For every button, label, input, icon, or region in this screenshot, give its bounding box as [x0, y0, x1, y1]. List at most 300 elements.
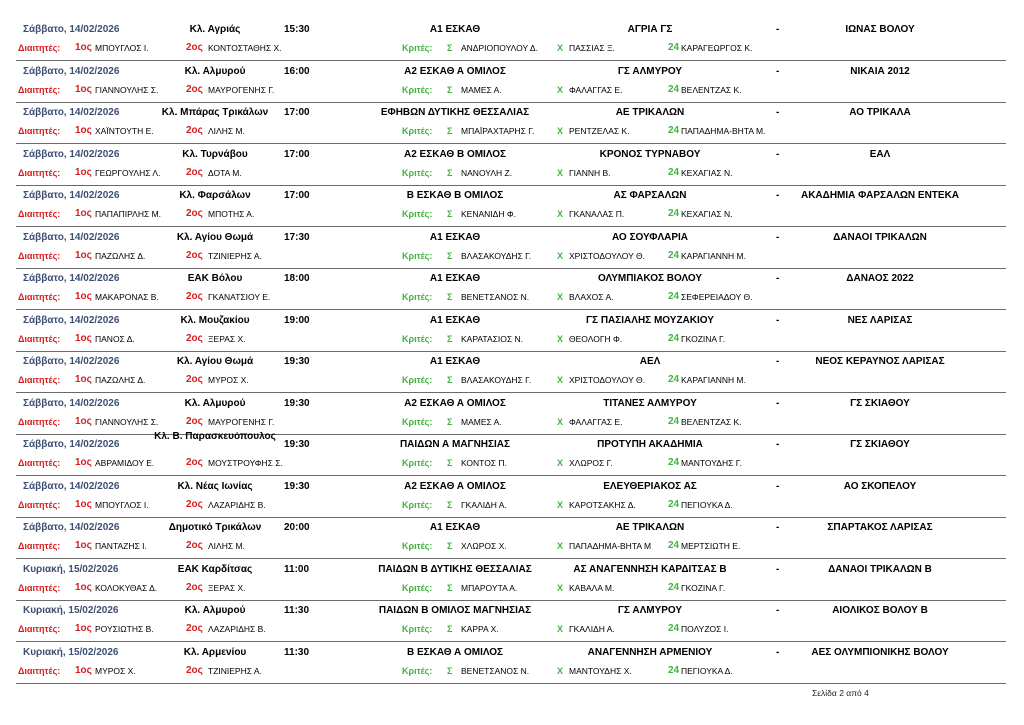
judges-label: Κριτές:: [402, 167, 433, 178]
game-category: ΠΑΙΔΩΝ Α ΜΑΓΝΗΣΙΑΣ: [399, 439, 511, 450]
timer-label: Χ: [557, 167, 564, 178]
timer-judge: ΠΑΣΣΙΑΣ Ξ.: [569, 43, 615, 53]
game-venue: Κλ. Αλμυρού: [184, 65, 246, 77]
game-entry: [0, 230, 1024, 272]
home-team: ΕΛΕΥΘΕΡΙΑΚΟΣ ΑΣ: [603, 480, 697, 492]
referees-label: Διαιτητές:: [18, 43, 61, 53]
first-referee-label: 1ος: [75, 415, 92, 427]
shot-clock-label: 24: [668, 415, 680, 427]
scorer-label: Σ: [447, 416, 453, 427]
game-category: Β ΕΣΚΑΘ Α ΟΜΙΛΟΣ: [406, 646, 504, 658]
vs-dash: -: [776, 314, 780, 326]
vs-dash: -: [776, 190, 780, 201]
game-venue: Κλ. Αγίου Θωμά: [176, 356, 254, 367]
game-entry: [0, 22, 1024, 64]
away-team: ΙΩΝΑΣ ΒΟΛΟΥ: [845, 24, 915, 35]
scorer-judge: ΒΛΑΣΑΚΟΥΔΗΣ Γ.: [461, 375, 532, 385]
home-team: ΑΕ ΤΡΙΚΑΛΩΝ: [615, 522, 685, 533]
row-divider: [16, 475, 1006, 476]
home-team: ΤΙΤΑΝΕΣ ΑΛΜΥΡΟΥ: [603, 397, 697, 409]
home-team: ΑΓΡΙΑ ΓΣ: [627, 24, 673, 35]
timer-label: Χ: [557, 209, 564, 219]
game-entry: [0, 147, 1024, 189]
game-date: Σάββατο, 14/02/2026: [23, 314, 120, 326]
game-venue: Δημοτικό Τρικάλων: [168, 522, 262, 533]
row-divider: [16, 600, 1006, 601]
game-time: 17:00: [284, 190, 310, 201]
first-referee-label: 1ος: [75, 125, 92, 136]
vs-dash: -: [776, 439, 780, 450]
second-referee: ΞΕΡΑΣ Χ.: [208, 582, 246, 593]
scorer-label: Σ: [447, 250, 453, 261]
game-entry: [0, 64, 1024, 106]
timer-label: Χ: [557, 43, 564, 53]
timer-label: Χ: [557, 499, 564, 510]
game-entry: [0, 479, 1024, 521]
second-referee: ΜΠΟΤΗΣ Α.: [208, 209, 255, 219]
first-referee-label: 1ος: [75, 581, 92, 593]
second-referee: ΤΖΙΝΙΕΡΗΣ Α.: [208, 665, 262, 676]
judges-label: Κριτές:: [402, 541, 433, 551]
away-team: ΔΑΝΑΟΙ ΤΡΙΚΑΛΩΝ Β: [828, 563, 932, 575]
first-referee-label: 1ος: [75, 208, 92, 219]
game-date: Σάββατο, 14/02/2026: [23, 480, 120, 492]
second-referee-label: 2ος: [186, 208, 203, 219]
away-team: ΓΣ ΣΚΙΑΘΟΥ: [850, 397, 910, 409]
second-referee-label: 2ος: [186, 540, 203, 551]
game-venue: Κλ. Μουζακίου: [180, 314, 250, 326]
game-time: 17:00: [284, 107, 310, 118]
home-team: ΑΕΛ: [639, 356, 661, 367]
away-team: ΓΣ ΣΚΙΑΘΟΥ: [850, 439, 910, 450]
scorer-label: Σ: [447, 499, 453, 510]
shot-clock-judge: ΜΑΝΤΟΥΔΗΣ Γ.: [681, 458, 742, 468]
timer-judge: ΜΑΝΤΟΥΔΗΣ Χ.: [569, 665, 632, 676]
game-date: Σάββατο, 14/02/2026: [23, 397, 120, 409]
second-referee-label: 2ος: [186, 332, 203, 344]
row-divider: [16, 143, 1006, 144]
first-referee: ΜΠΟΥΓΛΟΣ Ι.: [95, 499, 149, 510]
scorer-judge: ΝΑΝΟΥΛΗ Ζ.: [461, 167, 513, 178]
first-referee-label: 1ος: [75, 291, 92, 302]
game-time: 11:00: [284, 563, 310, 575]
timer-label: Χ: [557, 84, 564, 95]
scorer-label: Σ: [447, 458, 453, 468]
game-entry: [0, 105, 1024, 147]
judges-label: Κριτές:: [402, 84, 433, 95]
timer-judge: ΧΛΩΡΟΣ Γ.: [569, 458, 613, 468]
shot-clock-label: 24: [668, 623, 680, 634]
first-referee: ΚΟΛΟΚΥΘΑΣ Δ.: [95, 582, 158, 593]
judges-label: Κριτές:: [402, 582, 433, 593]
timer-judge: ΘΕΟΛΟΓΗ Φ.: [569, 333, 623, 344]
scorer-label: Σ: [447, 43, 453, 53]
game-entry: [0, 520, 1024, 562]
timer-judge: ΦΑΛΑΓΓΑΣ Ε.: [569, 84, 623, 95]
second-referee: ΜΑΥΡΟΓΕΝΗΣ Γ.: [208, 416, 275, 427]
home-team: ΑΟ ΣΟΥΦΛΑΡΙΑ: [611, 231, 689, 243]
game-time: 17:30: [284, 231, 310, 243]
vs-dash: -: [776, 646, 780, 658]
game-date: Κυριακή, 15/02/2026: [23, 646, 119, 658]
shot-clock-judge: ΜΕΡΤΣΙΩΤΗ Ε.: [681, 541, 741, 551]
second-referee-label: 2ος: [186, 166, 203, 178]
scorer-judge: ΑΝΔΡΙΟΠΟΥΛΟΥ Δ.: [461, 43, 538, 53]
game-time: 20:00: [284, 522, 310, 533]
first-referee: ΜΠΟΥΓΛΟΣ Ι.: [95, 43, 149, 53]
game-time: 19:30: [284, 356, 310, 367]
scorer-judge: ΜΠΑΪΡΑΧΤΑΡΗΣ Γ.: [461, 126, 535, 136]
home-team: ΠΡΟΤΥΠΗ ΑΚΑΔΗΜΙΑ: [597, 439, 703, 450]
judges-label: Κριτές:: [402, 333, 433, 344]
row-divider: [16, 558, 1006, 559]
second-referee: ΜΟΥΣΤΡΟΥΦΗΣ Σ.: [208, 458, 283, 468]
first-referee-label: 1ος: [75, 166, 92, 178]
game-date: Σάββατο, 14/02/2026: [23, 273, 120, 284]
game-entry: [0, 603, 1024, 645]
away-team: ΕΑΛ: [869, 148, 891, 160]
timer-judge: ΓΙΑΝΝΗ Β.: [569, 167, 611, 178]
first-referee: ΠΑΖΩΛΗΣ Δ.: [95, 250, 146, 261]
shot-clock-label: 24: [668, 291, 680, 302]
shot-clock-judge: ΚΑΡΑΓΙΑΝΝΗ Μ.: [681, 375, 746, 385]
scorer-label: Σ: [447, 582, 453, 593]
first-referee: ΡΟΥΣΙΩΤΗΣ Β.: [95, 624, 154, 634]
row-divider: [16, 641, 1006, 642]
game-date: Κυριακή, 15/02/2026: [23, 605, 119, 616]
timer-label: Χ: [557, 624, 564, 634]
game-time: 15:30: [284, 24, 310, 35]
second-referee: ΛΑΖΑΡΙΔΗΣ Β.: [208, 624, 266, 634]
away-team: ΝΙΚΑΙΑ 2012: [850, 65, 910, 77]
away-team: ΔΑΝΑΟΣ 2022: [846, 273, 914, 284]
game-venue: Κλ. Β. Παρασκευόπουλος: [154, 432, 276, 442]
judges-label: Κριτές:: [402, 665, 433, 676]
second-referee-label: 2ος: [186, 457, 203, 468]
first-referee: ΠΑΝΤΑΖΗΣ Ι.: [95, 541, 147, 551]
game-category: Α2 ΕΣΚΑΘ Α ΟΜΙΛΟΣ: [404, 65, 506, 77]
game-date: Σάββατο, 14/02/2026: [23, 65, 120, 77]
judges-label: Κριτές:: [402, 458, 433, 468]
scorer-judge: ΚΑΡΡΑ Χ.: [461, 624, 499, 634]
scorer-judge: ΒΛΑΣΑΚΟΥΔΗΣ Γ.: [461, 250, 532, 261]
judges-label: Κριτές:: [402, 416, 433, 427]
home-team: ΑΕ ΤΡΙΚΑΛΩΝ: [615, 107, 685, 118]
game-entry: [0, 313, 1024, 355]
away-team: ΑΙΟΛΙΚΟΣ ΒΟΛΟΥ Β: [832, 605, 928, 616]
game-date: Σάββατο, 14/02/2026: [23, 439, 120, 450]
shot-clock-label: 24: [668, 498, 680, 510]
timer-label: Χ: [557, 582, 564, 593]
vs-dash: -: [776, 65, 780, 77]
game-category: Β ΕΣΚΑΘ Β ΟΜΙΛΟΣ: [406, 190, 504, 201]
judges-label: Κριτές:: [402, 375, 433, 385]
timer-judge: ΚΑΡΟΤΣΑΚΗΣ Δ.: [569, 499, 636, 510]
shot-clock-judge: ΠΕΓΙΟΥΚΑ Δ.: [681, 499, 733, 510]
row-divider: [16, 60, 1006, 61]
second-referee: ΓΚΑΝΑΤΣΙΟΥ Ε.: [208, 292, 271, 302]
first-referee: ΑΒΡΑΜΙΔΟΥ Ε.: [95, 458, 155, 468]
timer-label: Χ: [557, 416, 564, 427]
game-date: Σάββατο, 14/02/2026: [23, 107, 120, 118]
judges-label: Κριτές:: [402, 126, 433, 136]
referees-label: Διαιτητές:: [18, 665, 61, 676]
game-time: 11:30: [284, 646, 310, 658]
scorer-judge: ΜΑΜΕΣ Α.: [461, 84, 502, 95]
shot-clock-label: 24: [668, 332, 680, 344]
game-entry: [0, 354, 1024, 396]
first-referee-label: 1ος: [75, 83, 92, 95]
timer-judge: ΚΑΒΑΛΑ Μ.: [569, 582, 615, 593]
scorer-label: Σ: [447, 209, 453, 219]
home-team: ΑΣ ΑΝΑΓΕΝΝΗΣΗ ΚΑΡΔΙΤΣΑΣ Β: [573, 563, 727, 575]
second-referee: ΚΟΝΤΟΣΤΑΘΗΣ Χ.: [208, 43, 282, 53]
home-team: ΓΣ ΠΑΣΙΑΛΗΣ ΜΟΥΖΑΚΙΟΥ: [586, 314, 714, 326]
game-time: 19:30: [284, 439, 310, 450]
shot-clock-judge: ΒΕΛΕΝΤΖΑΣ Κ.: [681, 84, 742, 95]
second-referee-label: 2ος: [186, 581, 203, 593]
shot-clock-judge: ΠΟΛΥΖΟΣ Ι.: [681, 624, 729, 634]
shot-clock-judge: ΚΑΡΑΓΙΑΝΝΗ Μ.: [681, 250, 746, 261]
referees-label: Διαιτητές:: [18, 541, 61, 551]
vs-dash: -: [776, 605, 780, 616]
game-category: Α2 ΕΣΚΑΘ Α ΟΜΙΛΟΣ: [404, 480, 506, 492]
second-referee-label: 2ος: [186, 664, 203, 676]
vs-dash: -: [776, 522, 780, 533]
game-venue: Κλ. Τυρνάβου: [182, 148, 248, 160]
timer-label: Χ: [557, 126, 564, 136]
second-referee-label: 2ος: [186, 249, 203, 261]
judges-label: Κριτές:: [402, 499, 433, 510]
second-referee: ΛΑΖΑΡΙΔΗΣ Β.: [208, 499, 266, 510]
row-divider: [16, 517, 1006, 518]
game-date: Σάββατο, 14/02/2026: [23, 148, 120, 160]
second-referee: ΞΕΡΑΣ Χ.: [208, 333, 246, 344]
judges-label: Κριτές:: [402, 250, 433, 261]
timer-label: Χ: [557, 250, 564, 261]
shot-clock-judge: ΚΑΡΑΓΕΩΡΓΟΣ Κ.: [681, 43, 753, 53]
shot-clock-judge: ΓΚΟΖΙΝΑ Γ.: [681, 582, 726, 593]
second-referee: ΜΑΥΡΟΓΕΝΗΣ Γ.: [208, 84, 275, 95]
timer-label: Χ: [557, 458, 564, 468]
shot-clock-judge: ΒΕΛΕΝΤΖΑΣ Κ.: [681, 416, 742, 427]
second-referee: ΜΥΡΟΣ Χ.: [208, 375, 249, 385]
scorer-judge: ΚΑΡΑΤΑΣΙΟΣ Ν.: [461, 333, 523, 344]
first-referee: ΠΑΖΩΛΗΣ Δ.: [95, 375, 146, 385]
scorer-label: Σ: [447, 292, 453, 302]
game-category: ΕΦΗΒΩΝ ΔΥΤΙΚΗΣ ΘΕΣΣΑΛΙΑΣ: [380, 107, 530, 118]
game-date: Σάββατο, 14/02/2026: [23, 522, 120, 533]
game-date: Κυριακή, 15/02/2026: [23, 563, 119, 575]
game-entry: [0, 188, 1024, 230]
game-category: Α2 ΕΣΚΑΘ Β ΟΜΙΛΟΣ: [403, 148, 507, 160]
scorer-label: Σ: [447, 541, 453, 551]
scorer-label: Σ: [447, 375, 453, 385]
timer-judge: ΦΑΛΑΓΓΑΣ Ε.: [569, 416, 623, 427]
scorer-judge: ΜΠΑΡΟΥΤΑ Α.: [461, 582, 518, 593]
referees-label: Διαιτητές:: [18, 416, 61, 427]
vs-dash: -: [776, 107, 780, 118]
game-category: Α1 ΕΣΚΑΘ: [429, 314, 481, 326]
second-referee-label: 2ος: [186, 623, 203, 634]
game-venue: Κλ. Φαρσάλων: [179, 190, 251, 201]
game-category: Α2 ΕΣΚΑΘ Α ΟΜΙΛΟΣ: [404, 397, 506, 409]
game-time: 18:00: [284, 273, 310, 284]
referees-label: Διαιτητές:: [18, 499, 61, 510]
row-divider: [16, 102, 1006, 103]
row-divider: [16, 683, 1006, 684]
timer-label: Χ: [557, 292, 564, 302]
shot-clock-judge: ΓΚΟΖΙΝΑ Γ.: [681, 333, 726, 344]
timer-label: Χ: [557, 665, 564, 676]
away-team: ΝΕΣ ΛΑΡΙΣΑΣ: [847, 314, 913, 326]
timer-judge: ΓΚΑΝΑΛΑΣ Π.: [569, 209, 625, 219]
shot-clock-label: 24: [668, 374, 680, 385]
scorer-judge: ΒΕΝΕΤΣΑΝΟΣ Ν.: [461, 292, 530, 302]
referees-label: Διαιτητές:: [18, 84, 61, 95]
vs-dash: -: [776, 148, 780, 160]
scorer-label: Σ: [447, 126, 453, 136]
game-entry: [0, 271, 1024, 313]
first-referee-label: 1ος: [75, 498, 92, 510]
scorer-label: Σ: [447, 84, 453, 95]
judges-label: Κριτές:: [402, 209, 433, 219]
second-referee-label: 2ος: [186, 498, 203, 510]
judges-label: Κριτές:: [402, 292, 433, 302]
shot-clock-label: 24: [668, 664, 680, 676]
first-referee-label: 1ος: [75, 332, 92, 344]
timer-label: Χ: [557, 333, 564, 344]
shot-clock-judge: ΚΕΧΑΓΙΑΣ Ν.: [681, 209, 733, 219]
game-category: Α1 ΕΣΚΑΘ: [429, 273, 481, 284]
game-category: Α1 ΕΣΚΑΘ: [429, 231, 481, 243]
second-referee-label: 2ος: [186, 125, 203, 136]
game-category: ΠΑΙΔΩΝ Β ΟΜΙΛΟΣ ΜΑΓΝΗΣΙΑΣ: [378, 605, 532, 616]
shot-clock-judge: ΣΕΦΕΡΕΙΑΔΟΥ Θ.: [681, 292, 753, 302]
home-team: ΚΡΟΝΟΣ ΤΥΡΝΑΒΟΥ: [599, 148, 701, 160]
scorer-judge: ΚΟΝΤΟΣ Π.: [461, 458, 507, 468]
game-venue: Κλ. Μπάρας Τρικάλων: [161, 107, 269, 118]
vs-dash: -: [776, 397, 780, 409]
referees-label: Διαιτητές:: [18, 333, 61, 344]
second-referee-label: 2ος: [186, 42, 203, 53]
shot-clock-label: 24: [668, 540, 680, 551]
shot-clock-label: 24: [668, 581, 680, 593]
game-venue: Κλ. Αγίου Θωμά: [176, 231, 254, 243]
home-team: ΟΛΥΜΠΙΑΚΟΣ ΒΟΛΟΥ: [597, 273, 703, 284]
second-referee: ΤΖΙΝΙΕΡΗΣ Α.: [208, 250, 262, 261]
timer-judge: ΧΡΙΣΤΟΔΟΥΛΟΥ Θ.: [569, 250, 645, 261]
away-team: ΑΟ ΣΚΟΠΕΛΟΥ: [843, 480, 917, 492]
game-time: 19:00: [284, 314, 310, 326]
game-venue: Κλ. Αλμυρού: [184, 605, 246, 616]
referees-label: Διαιτητές:: [18, 458, 61, 468]
away-team: ΔΑΝΑΟΙ ΤΡΙΚΑΛΩΝ: [833, 231, 927, 243]
shot-clock-judge: ΠΑΠΑΔΗΜΑ-ΒΗΤΑ Μ.: [681, 126, 766, 136]
game-date: Σάββατο, 14/02/2026: [23, 24, 120, 35]
shot-clock-label: 24: [668, 457, 680, 468]
timer-judge: ΠΑΠΑΔΗΜΑ-ΒΗΤΑ Μ: [569, 541, 652, 551]
scorer-label: Σ: [447, 167, 453, 178]
game-category: Α1 ΕΣΚΑΘ: [429, 356, 481, 367]
referees-label: Διαιτητές:: [18, 126, 61, 136]
first-referee: ΧΑΪΝΤΟΥΤΗ Ε.: [95, 126, 154, 136]
first-referee: ΜΑΚΑΡΟΝΑΣ Β.: [95, 292, 159, 302]
scorer-judge: ΚΕΝΑΝΙΔΗ Φ.: [461, 209, 516, 219]
page-number: Σελίδα 2 από 4: [812, 688, 869, 698]
away-team: ΑΚΑΔΗΜΙΑ ΦΑΡΣΑΛΩΝ ΕΝΤΕΚΑ: [800, 190, 960, 201]
referees-label: Διαιτητές:: [18, 624, 61, 634]
second-referee: ΔΟΤΑ Μ.: [208, 167, 242, 178]
judges-label: Κριτές:: [402, 624, 433, 634]
game-category: Α1 ΕΣΚΑΘ: [429, 522, 481, 533]
scorer-judge: ΓΚΑΛΙΔΗ Α.: [461, 499, 507, 510]
first-referee: ΠΑΝΟΣ Δ.: [95, 333, 135, 344]
first-referee-label: 1ος: [75, 374, 92, 385]
second-referee-label: 2ος: [186, 415, 203, 427]
scorer-judge: ΒΕΝΕΤΣΑΝΟΣ Ν.: [461, 665, 530, 676]
first-referee-label: 1ος: [75, 249, 92, 261]
shot-clock-label: 24: [668, 42, 680, 53]
row-divider: [16, 309, 1006, 310]
game-time: 19:30: [284, 397, 310, 409]
referees-label: Διαιτητές:: [18, 167, 61, 178]
second-referee: ΛΙΛΗΣ Μ.: [208, 541, 245, 551]
game-venue: Κλ. Αγριάς: [189, 24, 241, 35]
game-venue: Κλ. Αρμενίου: [183, 646, 247, 658]
second-referee-label: 2ος: [186, 374, 203, 385]
first-referee: ΓΕΩΡΓΟΥΛΗΣ Λ.: [95, 167, 161, 178]
game-venue: Κλ. Αλμυρού: [184, 397, 246, 409]
timer-judge: ΒΛΑΧΟΣ Α.: [569, 292, 614, 302]
first-referee: ΓΙΑΝΝΟΥΛΗΣ Σ.: [95, 84, 159, 95]
game-time: 11:30: [284, 605, 310, 616]
vs-dash: -: [776, 480, 780, 492]
second-referee-label: 2ος: [186, 83, 203, 95]
home-team: ΓΣ ΑΛΜΥΡΟΥ: [617, 65, 683, 77]
first-referee-label: 1ος: [75, 42, 92, 53]
first-referee: ΠΑΠΑΠΙΡΛΗΣ Μ.: [95, 209, 162, 219]
game-venue: ΕΑΚ Βόλου: [187, 273, 243, 284]
scorer-judge: ΧΛΩΡΟΣ Χ.: [461, 541, 507, 551]
game-time: 19:30: [284, 480, 310, 492]
judges-label: Κριτές:: [402, 43, 433, 53]
scorer-label: Σ: [447, 333, 453, 344]
game-category: Α1 ΕΣΚΑΘ: [429, 24, 481, 35]
vs-dash: -: [776, 24, 780, 35]
timer-judge: ΡΕΝΤΖΕΛΑΣ Κ.: [569, 126, 630, 136]
timer-label: Χ: [557, 375, 564, 385]
game-entry: [0, 562, 1024, 604]
game-entry: [0, 645, 1024, 687]
shot-clock-label: 24: [668, 125, 680, 136]
scorer-label: Σ: [447, 665, 453, 676]
row-divider: [16, 185, 1006, 186]
vs-dash: -: [776, 273, 780, 284]
referees-label: Διαιτητές:: [18, 582, 61, 593]
game-date: Σάββατο, 14/02/2026: [23, 356, 120, 367]
game-entry: [0, 432, 1024, 479]
vs-dash: -: [776, 356, 780, 367]
game-date: Σάββατο, 14/02/2026: [23, 231, 120, 243]
shot-clock-label: 24: [668, 249, 680, 261]
first-referee-label: 1ος: [75, 623, 92, 634]
row-divider: [16, 268, 1006, 269]
vs-dash: -: [776, 231, 780, 243]
shot-clock-judge: ΠΕΓΙΟΥΚΑ Δ.: [681, 665, 733, 676]
shot-clock-judge: ΚΕΧΑΓΙΑΣ Ν.: [681, 167, 733, 178]
scorer-judge: ΜΑΜΕΣ Α.: [461, 416, 502, 427]
